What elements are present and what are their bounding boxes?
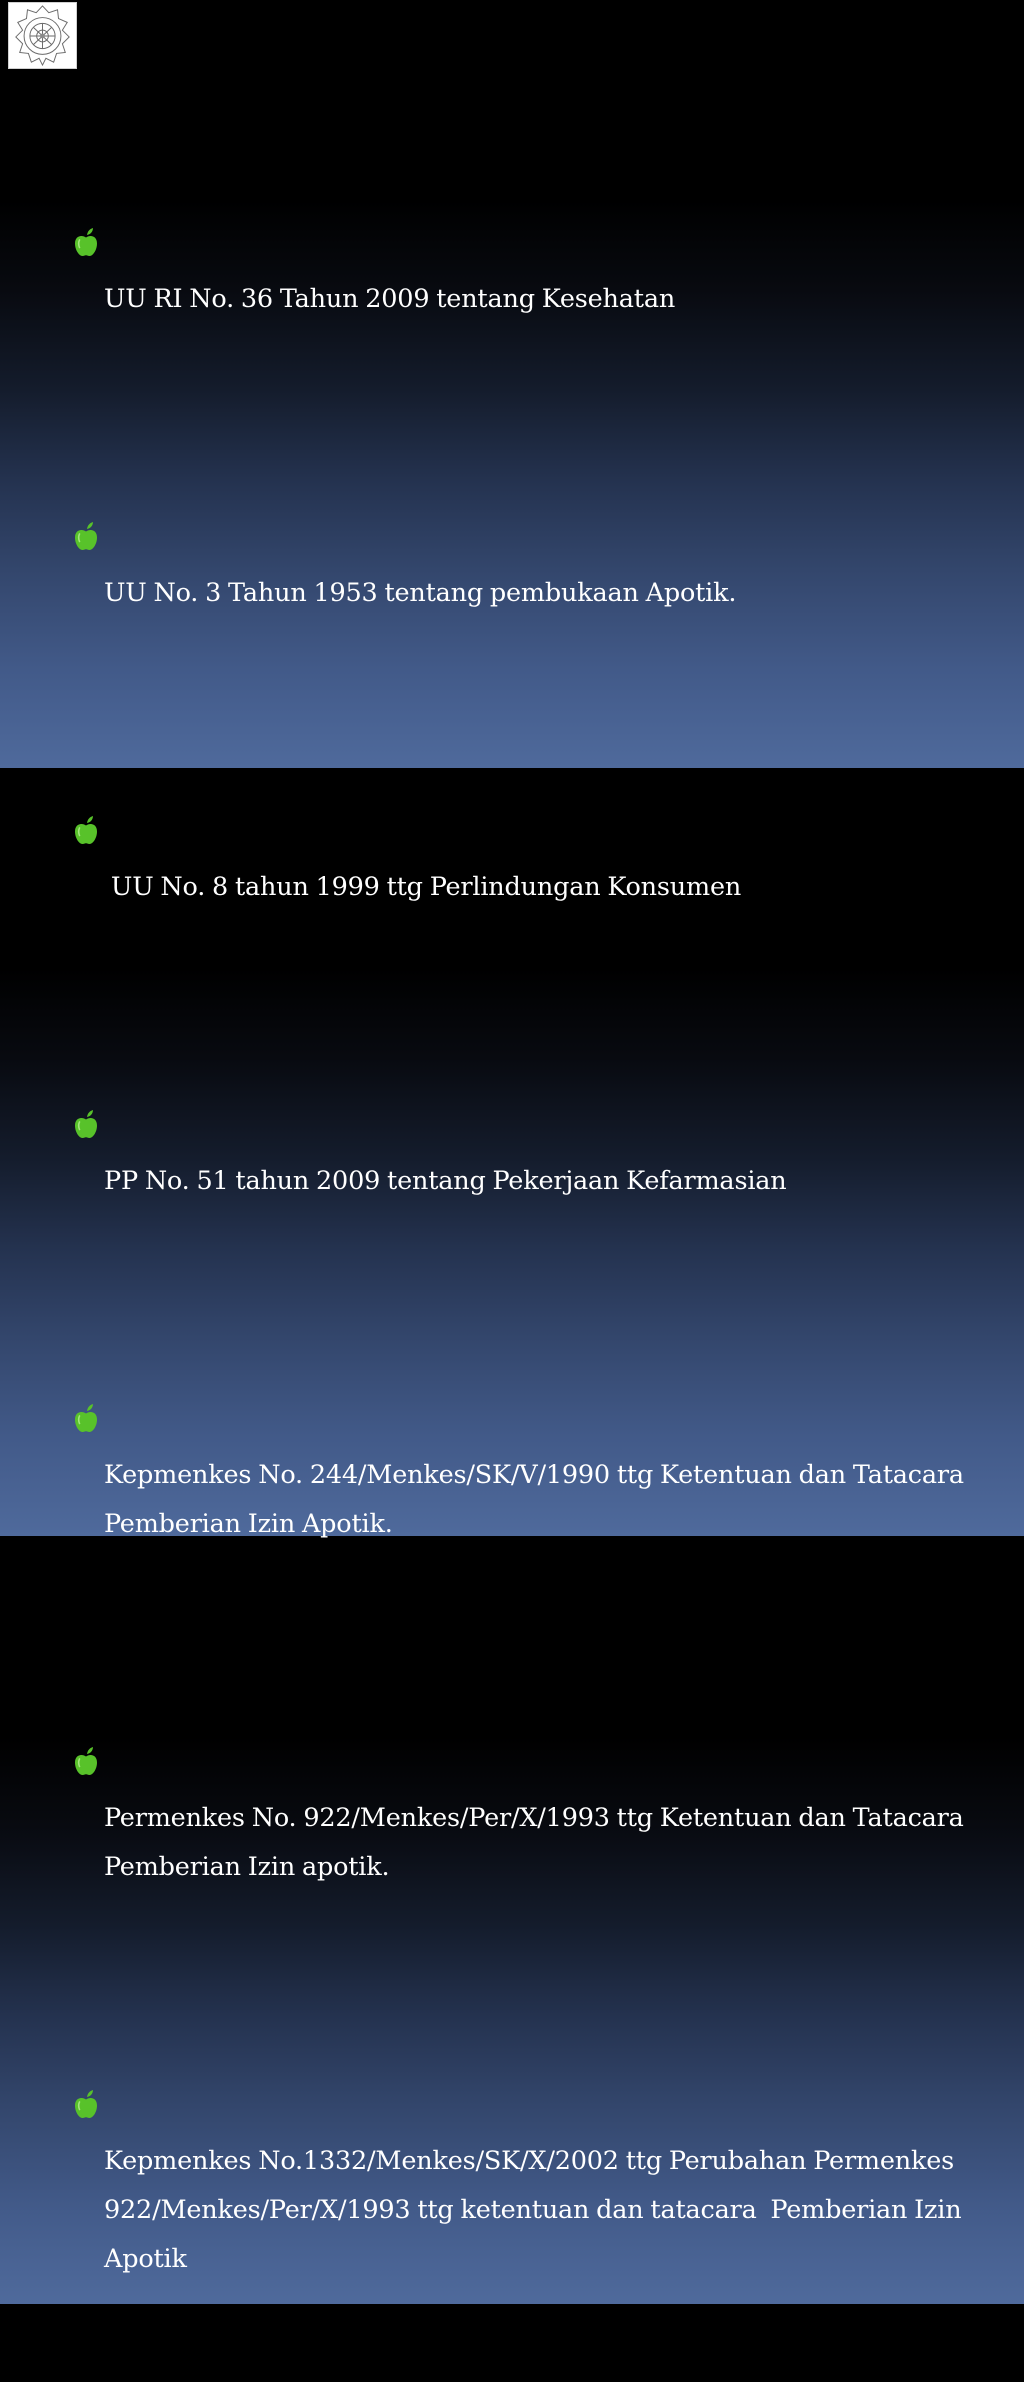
apple-bullet-icon: [72, 716, 100, 750]
university-seal-icon: [8, 2, 77, 69]
list-item-text: Kepmenkes No.1332/Menkes/SK/X/2002 ttg Perubahan Permenkes 922/Menkes/Per/X/1993 ttg ketentuan dan tatacara Pemberian Izin Apotik: [104, 2146, 969, 2274]
apple-bullet-icon: [72, 1647, 100, 1681]
apple-bullet-icon: [72, 1010, 100, 1044]
list-item-text: Kepmenkes No. 244/Menkes/SK/V/1990 ttg Ketentuan dan Tatacara Pemberian Izin Apotik.: [104, 1460, 971, 1539]
list-item: [70, 1304, 1000, 1647]
list-item-text: PP No. 51 tahun 2009 tentang Pekerjaan Kefarmasian: [104, 1166, 787, 1196]
apple-bullet-icon: [72, 422, 100, 456]
apple-bullet-icon: [72, 1304, 100, 1338]
list-item: [70, 716, 1000, 1010]
list-item: [70, 1010, 1000, 1304]
list-item: [70, 422, 1000, 716]
list-item: [70, 128, 1000, 422]
list-item-text: UU No. 8 tahun 1999 ttg Perlindungan Konsumen: [104, 872, 742, 902]
apple-bullet-icon: [72, 1990, 100, 2024]
list-item-text: UU No. 3 Tahun 1953 tentang pembukaan Apotik.: [104, 578, 737, 608]
list-item-text: Permenkes No. 922/Menkes/Per/X/1993 ttg Ketentuan dan Tatacara Pemberian Izin apotik.: [104, 1803, 971, 1882]
bullet-list: [70, 128, 1000, 2382]
list-item: [70, 1990, 1000, 2382]
apple-bullet-icon: [72, 128, 100, 162]
list-item: [70, 1647, 1000, 1990]
list-item-text: UU RI No. 36 Tahun 2009 tentang Kesehatan: [104, 284, 676, 314]
